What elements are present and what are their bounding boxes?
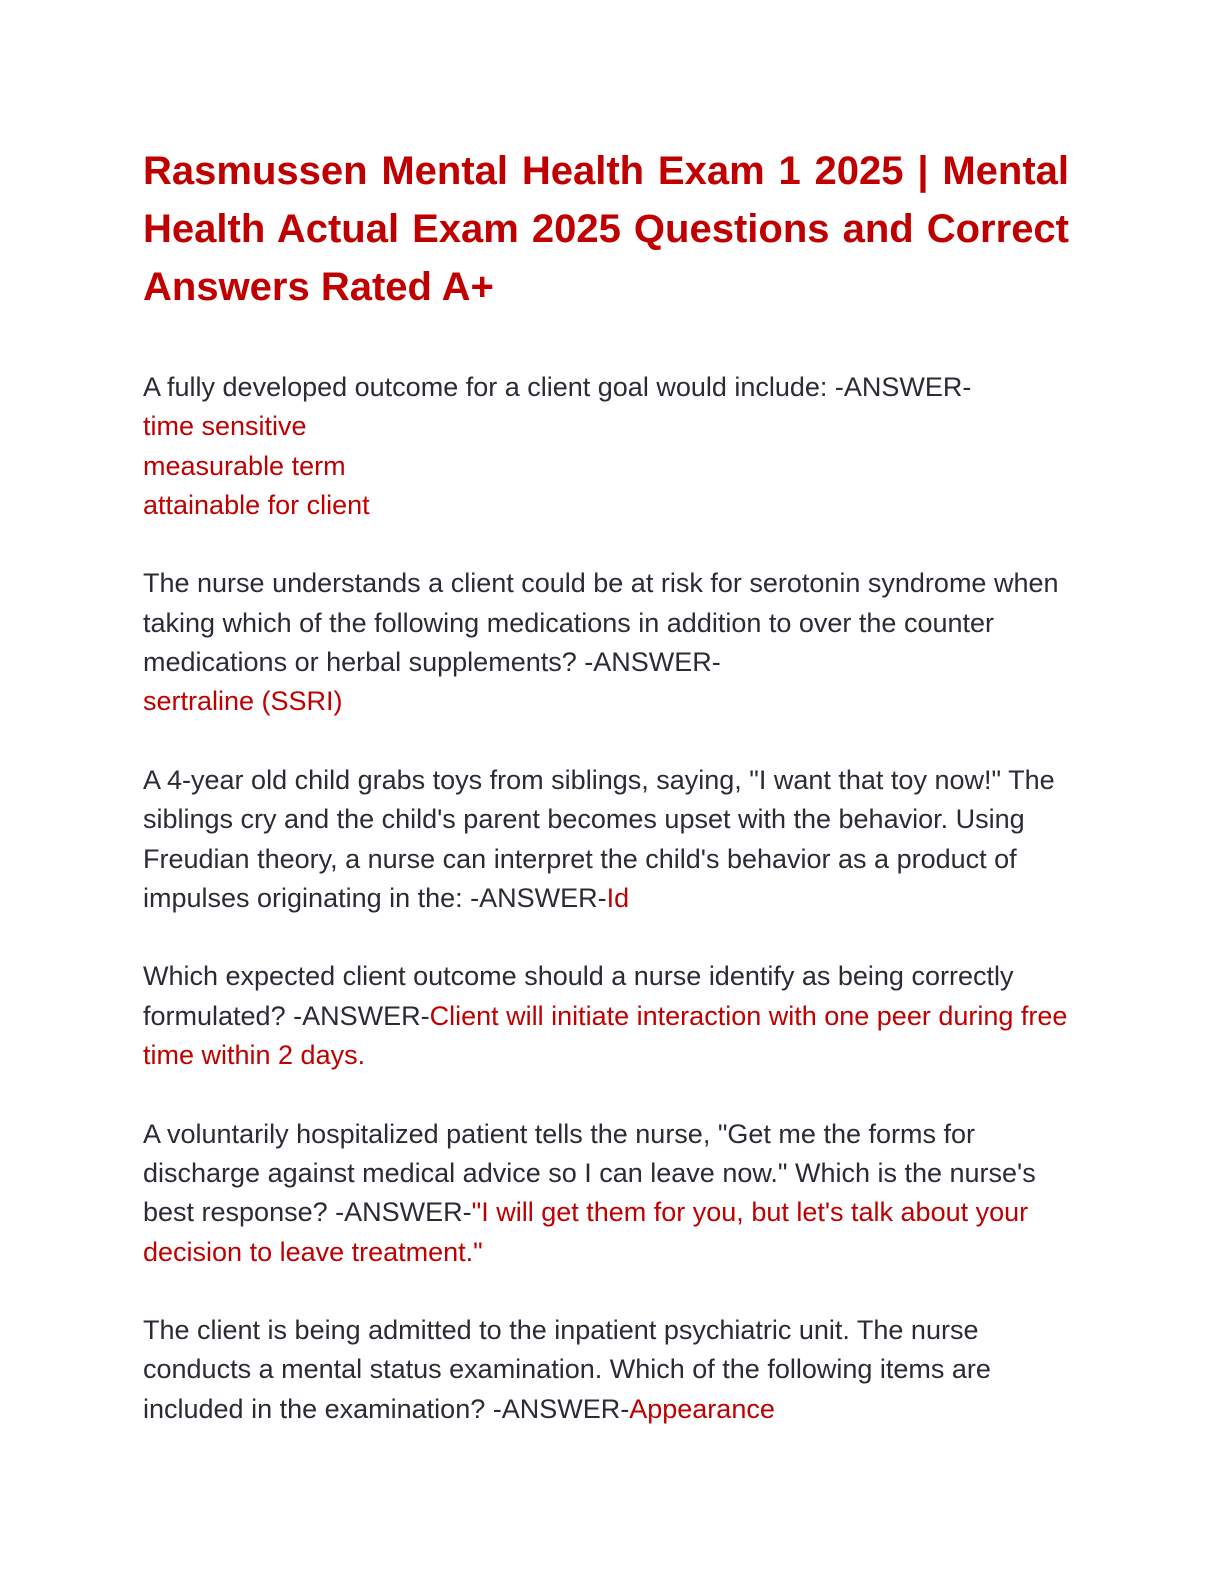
- question-text: Which expected client outcome should a nurse identify as being correctly formulated? -ANSWER-: [143, 961, 1014, 1031]
- question-text: A voluntarily hospitalized patient tells the nurse, "Get me the forms for discharge against medical advice so I can leave now." Which is the nurse's best response? -ANSWER-: [143, 1118, 1036, 1228]
- document-title: Rasmussen Mental Health Exam 1 2025 | Mental Health Actual Exam 2025 Questions and Correct Answers Rated A+: [143, 149, 1069, 309]
- qa-list: [143, 368, 1069, 1429]
- answer-line: time sensitive: [143, 411, 307, 442]
- question-text: A fully developed outcome for a client goal would include: -ANSWER-: [143, 372, 972, 402]
- answer-line: measurable term: [143, 450, 346, 481]
- qa-item: [143, 957, 1069, 1075]
- document-page: [143, 142, 1069, 1468]
- answer-text: Appearance: [629, 1393, 775, 1424]
- qa-item: [143, 368, 1069, 525]
- qa-item: [143, 1115, 1069, 1272]
- qa-item: [143, 761, 1069, 918]
- qa-item: [143, 1311, 1069, 1429]
- answer-line: attainable for client: [143, 489, 370, 520]
- answer-text: Client will initiate interaction with one peer during free time within 2 days.: [143, 1000, 1068, 1071]
- answer-line: sertraline (SSRI): [143, 686, 343, 717]
- qa-item: [143, 564, 1069, 721]
- answer-text: Id: [606, 882, 630, 913]
- question-text: A 4-year old child grabs toys from siblings, saying, "I want that toy now!" The siblings cry and the child's parent becomes upset with the behavior. Using Freudian theory, a nurse can interpret the child's behavior as a product of impulses originating in the: -ANSWER-: [143, 764, 1055, 913]
- question-text: The client is being admitted to the inpatient psychiatric unit. The nurse conducts a mental status examination. Which of the following items are included in the examination? -ANSWER-: [143, 1315, 991, 1424]
- question-text: The nurse understands a client could be at risk for serotonin syndrome when taking which of the following medications in addition to over the counter medications or herbal supplements? -ANSWER-: [143, 568, 1059, 678]
- answer-text: "I will get them for you, but let's talk about your decision to leave treatment.": [143, 1197, 1029, 1267]
